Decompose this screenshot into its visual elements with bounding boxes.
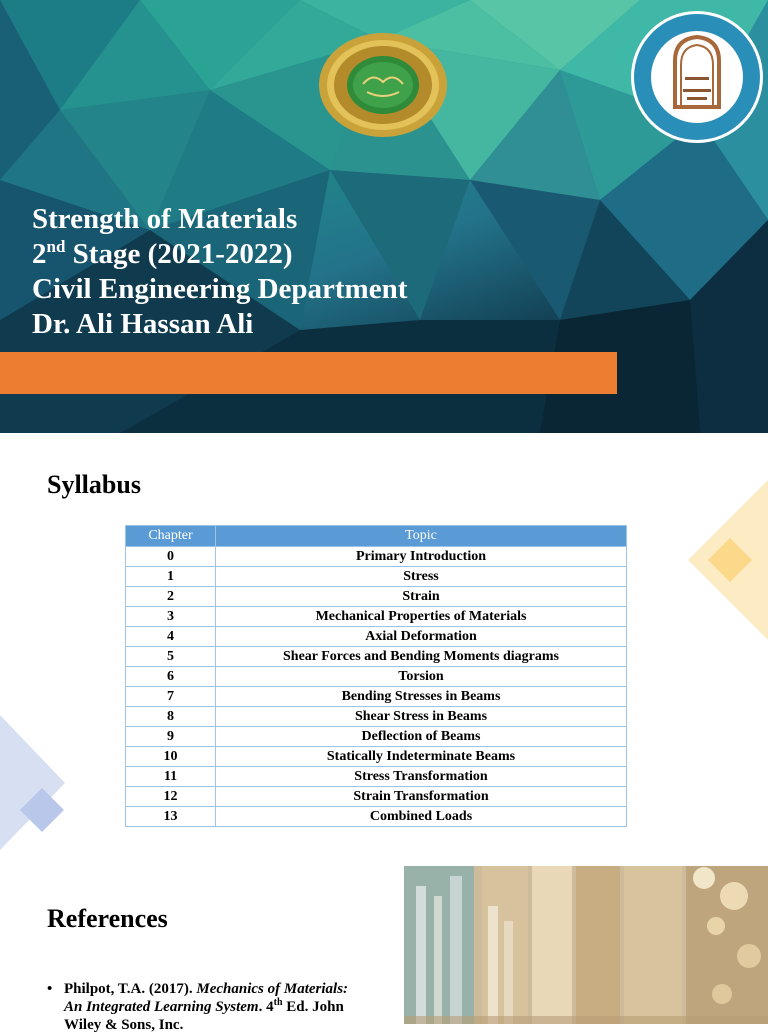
chapter-cell: 4 xyxy=(126,627,216,647)
topic-cell: Bending Stresses in Beams xyxy=(216,687,627,707)
topic-cell: Torsion xyxy=(216,667,627,687)
table-header-row xyxy=(126,526,627,547)
table-row xyxy=(126,727,627,747)
decorative-yellow-diamond xyxy=(688,480,768,640)
topic-cell: Strain xyxy=(216,587,627,607)
department-name: Civil Engineering Department xyxy=(32,273,408,305)
topic-cell: Stress xyxy=(216,567,627,587)
topic-cell: Statically Indeterminate Beams xyxy=(216,747,627,767)
syllabus-table xyxy=(125,525,627,827)
table-row xyxy=(126,687,627,707)
topic-cell: Combined Loads xyxy=(216,807,627,827)
references-heading: References xyxy=(47,904,168,933)
bullet-icon: • xyxy=(47,981,53,997)
table-row xyxy=(126,547,627,567)
chapter-cell: 12 xyxy=(126,787,216,807)
chapter-cell: 11 xyxy=(126,767,216,787)
chapter-cell: 9 xyxy=(126,727,216,747)
decorative-blue-diamond xyxy=(0,715,70,850)
chapter-cell: 3 xyxy=(126,607,216,627)
table-row xyxy=(126,667,627,687)
chapter-cell: 13 xyxy=(126,807,216,827)
reference-publisher: Ed. John Wiley & Sons, Inc. xyxy=(64,999,344,1033)
chapter-cell: 8 xyxy=(126,707,216,727)
bookshelf-image xyxy=(404,866,768,1024)
table-row xyxy=(126,647,627,667)
reference-edition-suffix: th xyxy=(273,997,283,1008)
reference-title-end: . xyxy=(258,999,263,1015)
course-stage: 2nd Stage (2021-2022) xyxy=(32,237,293,270)
chapter-cell: 5 xyxy=(126,647,216,667)
table-row xyxy=(126,787,627,807)
list-item xyxy=(47,980,367,1034)
topic-cell: Mechanical Properties of Materials xyxy=(216,607,627,627)
table-row xyxy=(126,627,627,647)
chapter-cell: 0 xyxy=(126,547,216,567)
references-list xyxy=(47,980,367,1034)
table-row xyxy=(126,767,627,787)
topic-cell: Stress Transformation xyxy=(216,767,627,787)
topic-cell: Shear Forces and Bending Moments diagrams xyxy=(216,647,627,667)
instructor-name: Dr. Ali Hassan Ali xyxy=(32,308,254,340)
reference-edition-number: 4 xyxy=(266,999,274,1015)
topic-cell: Shear Stress in Beams xyxy=(216,707,627,727)
topic-cell: Axial Deformation xyxy=(216,627,627,647)
reference-title: Mechanics of Materials: An Integrated Learning System xyxy=(64,981,349,1015)
table-row xyxy=(126,587,627,607)
table-row xyxy=(126,747,627,767)
chapter-cell: 1 xyxy=(126,567,216,587)
table-row xyxy=(126,567,627,587)
table-row xyxy=(126,607,627,627)
table-row xyxy=(126,807,627,827)
title-banner xyxy=(0,0,768,433)
chapter-cell: 6 xyxy=(126,667,216,687)
college-of-engineering-logo xyxy=(629,9,765,145)
reference-author: Philpot, T.A. (2017). xyxy=(64,981,197,997)
library-bookshelf-photo xyxy=(404,866,768,1024)
chapter-cell: 10 xyxy=(126,747,216,767)
university-seal-logo xyxy=(317,32,449,138)
table-row xyxy=(126,707,627,727)
course-title-block xyxy=(32,202,407,342)
chapter-cell: 2 xyxy=(126,587,216,607)
topic-cell: Deflection of Beams xyxy=(216,727,627,747)
column-header-topic: Topic xyxy=(216,526,627,547)
syllabus-heading: Syllabus xyxy=(47,470,141,499)
topic-cell: Strain Transformation xyxy=(216,787,627,807)
course-name: Strength of Materials xyxy=(32,203,298,235)
column-header-chapter: Chapter xyxy=(126,526,216,547)
chapter-cell: 7 xyxy=(126,687,216,707)
accent-bar xyxy=(0,352,617,394)
topic-cell: Primary Introduction xyxy=(216,547,627,567)
